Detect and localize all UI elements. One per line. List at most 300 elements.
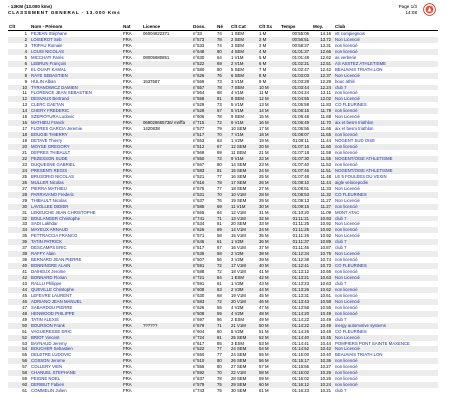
cell-bib: n°741	[192, 216, 216, 222]
cell-name: RALLU Philippe	[31, 280, 62, 286]
cell-born: 56	[217, 257, 222, 263]
col-born: Né	[216, 24, 230, 30]
cell-time: 01:08:51	[292, 185, 309, 191]
cell-speed: 11.51	[312, 168, 334, 174]
cell-nat: FRA	[122, 73, 142, 79]
cell-bib: n°564	[193, 90, 205, 96]
cell-cat-rank: 3 V2M	[231, 257, 244, 263]
cell-sex-rank: 21 M	[259, 150, 269, 156]
cell-rank: 38	[8, 251, 30, 257]
cell-bib: n°571	[193, 233, 205, 239]
cell-born: 72	[216, 156, 230, 162]
cell-bib: n°580	[193, 66, 205, 72]
cell-club: inergy automotive systems	[334, 323, 438, 329]
cell-bib: n°536	[192, 251, 216, 257]
cell-sex-rank: 44 M	[258, 287, 280, 293]
cell-cat-rank: 1 V2M	[230, 239, 258, 245]
cell-time: 01:14:40	[280, 335, 312, 341]
cell-speed: 11.70	[312, 120, 334, 126]
cell-cat-rank: 19 SEM	[231, 197, 247, 203]
cell-sex-rank: 46 M	[258, 299, 280, 305]
cell-born: 64	[217, 54, 222, 60]
cell-nat: FRA	[123, 352, 132, 358]
cell-nat: FRA	[123, 340, 132, 346]
cell-nat: FRA	[122, 96, 142, 102]
cell-name: VAGUERESSE ERIC	[31, 328, 72, 334]
cell-born: 77	[216, 346, 230, 352]
cell-bib: n°626	[192, 227, 216, 233]
cell-club: club 7	[334, 239, 438, 245]
cell-rank: 46	[8, 299, 30, 305]
cell-licence: 069028665736/ mr/ffa	[142, 120, 192, 126]
cell-cat-rank: 2 SEM	[230, 37, 258, 43]
cell-name: BONNINGRE ALAIN	[30, 263, 122, 269]
cell-bib: n°585	[192, 204, 216, 210]
cell-sex-rank: 60 M	[258, 382, 280, 388]
cell-sex-rank: 9 M	[259, 78, 267, 84]
cell-speed: 10.92	[320, 221, 331, 227]
cell-born: 67	[216, 144, 230, 150]
cell-bib: n°591	[192, 263, 216, 269]
cell-time: 01:01:48	[292, 54, 309, 60]
cell-club: aigle velocepcdie	[334, 180, 438, 186]
cell-club: non licencié	[334, 227, 438, 233]
cell-nat: FRA	[123, 304, 132, 310]
cell-born: 86	[217, 316, 222, 322]
cell-cat-rank: 4 V1M	[231, 90, 244, 96]
cell-sex-rank: 50 M	[258, 323, 280, 329]
cell-rank: 39	[22, 257, 27, 263]
cell-time: 01:01:37	[280, 49, 312, 55]
cell-bib: n°630	[193, 292, 205, 298]
cell-name: LOUIS NICOLAS	[30, 49, 122, 55]
cell-rank: 53	[22, 340, 27, 346]
cell-rank: 25	[22, 173, 27, 179]
cell-sex-rank: 27 M	[259, 185, 269, 191]
cell-speed: 10.26	[312, 370, 334, 376]
cell-club: non licencié	[335, 42, 358, 48]
cell-born: 76	[216, 73, 230, 79]
cell-speed: 10.44	[320, 340, 331, 346]
cell-cat-rank: 5 V1M	[231, 102, 244, 108]
cell-nat: FRA	[122, 370, 142, 376]
cell-name: PARRAVANO Frederic	[30, 192, 122, 198]
cell-sex-rank: 58 M	[258, 370, 280, 376]
cell-bib: n°577	[193, 126, 205, 132]
cell-name: ADRIANO JEAN MANUEL	[30, 299, 122, 305]
cell-rank: 44	[8, 287, 30, 293]
cell-cat-rank: 10 V1M	[230, 192, 258, 198]
cell-bib: n°522	[192, 346, 216, 352]
cell-sex-rank: 22 M	[258, 156, 280, 162]
cell-nat: FRA	[123, 292, 132, 298]
cell-nat: FRA	[123, 150, 132, 156]
cell-born: 67	[217, 245, 222, 251]
cell-rank: 28	[8, 192, 30, 198]
cell-rank: 41	[22, 269, 27, 275]
cell-born: 67	[216, 108, 230, 114]
cell-speed: 11.66	[320, 126, 331, 132]
cell-club: bouc athlé	[335, 78, 355, 84]
cell-name: HENWOOD PHILIPPE	[30, 311, 122, 317]
cell-sex-rank: 3 M	[259, 42, 267, 48]
cell-rank: 4	[8, 49, 30, 55]
cell-nat: FRA	[123, 245, 132, 251]
cell-name: MOYSE GREGORY	[30, 144, 122, 150]
col-speed: Moy.	[312, 24, 334, 30]
cell-rank: 51	[22, 328, 27, 334]
cell-club: Non Licencié	[335, 197, 360, 203]
cell-nat: FRA	[123, 54, 132, 60]
cell-speed: 10.58	[312, 299, 334, 305]
cell-sex-rank: 26 M	[258, 180, 280, 186]
cell-speed: 12.11	[320, 90, 331, 96]
cell-name: FLORES GARCIA Jeremie	[31, 126, 83, 132]
cell-born: 58	[216, 251, 230, 257]
cell-rank: 60	[8, 382, 30, 388]
cell-speed: 10.21	[320, 388, 331, 394]
cell-born: 70	[216, 370, 230, 376]
cell-name: COMMELIN Julien	[31, 388, 67, 394]
cell-rank: 14	[8, 108, 30, 114]
cell-rank: 26	[8, 180, 30, 186]
cell-club: Non Licencié	[334, 96, 438, 102]
cell-nat: FRA	[123, 66, 132, 72]
cell-speed: 12.37	[312, 73, 334, 79]
cell-bib: n°608	[192, 287, 216, 293]
cell-club: Non Licencié	[335, 221, 360, 227]
cell-bib: n°588	[193, 269, 205, 275]
cell-sex-rank: 14 M	[258, 108, 280, 114]
cell-speed: 11.09	[320, 209, 331, 215]
cell-sex-rank: 35 M	[259, 233, 269, 239]
cell-name: DAIHEUX Jerome	[31, 269, 66, 275]
cell-time: 01:11:26	[292, 233, 309, 239]
cell-speed: 11.27	[320, 197, 331, 203]
cell-born: 60	[217, 328, 222, 334]
cell-speed: 10.63	[320, 280, 331, 286]
cell-rank: 45	[22, 292, 27, 298]
cell-name: SABARDOU PIERRE	[31, 304, 73, 310]
cell-club: non licencié	[334, 311, 438, 317]
cell-time: 01:15:55	[292, 364, 309, 370]
cell-bib: n°534	[193, 221, 205, 227]
cell-born: 71	[216, 323, 230, 329]
cell-rank: 37	[22, 245, 27, 251]
cell-bib: n°573	[192, 37, 216, 43]
cell-bib: n°510	[192, 358, 216, 364]
cell-time: 01:02:21	[280, 61, 312, 67]
cell-cat-rank: 5 V1M	[230, 108, 258, 114]
cell-nat: FRA	[122, 85, 142, 91]
cell-club: non licencié	[334, 358, 438, 364]
cell-sex-rank: 43 M	[259, 280, 269, 286]
cell-nat: FRA	[123, 90, 132, 96]
cell-bib: n°648	[192, 49, 216, 55]
cell-sex-rank: 6 M	[258, 61, 280, 67]
cell-nat: FRA	[123, 209, 132, 215]
cell-nat: FRA	[122, 61, 142, 67]
cell-name: COLLERY VIEN	[31, 364, 63, 370]
cell-cat-rank: 19 V1M	[231, 292, 246, 298]
cell-club: non licencié	[334, 287, 438, 293]
cell-time: 01:09:15	[280, 204, 312, 210]
cell-born: 80	[217, 66, 222, 72]
cell-licence: 08005880851	[143, 54, 170, 60]
cell-time: 01:07:48	[292, 173, 309, 179]
cell-name: BOUCHER Sebastien	[30, 346, 122, 352]
cell-name: CLERC GAETAN	[31, 102, 65, 108]
cell-speed: 11.78	[312, 108, 334, 114]
cell-born: 73	[217, 102, 222, 108]
cell-nat: FRA	[123, 114, 132, 120]
cell-sex-rank: 51 M	[259, 328, 269, 334]
cell-sex-rank: 28 M	[258, 192, 280, 198]
col-club: Club	[334, 24, 438, 30]
cell-speed: 12.42	[320, 66, 331, 72]
cell-time: 01:06:48	[292, 114, 309, 120]
cell-time: 01:16:23	[292, 388, 309, 394]
cell-cat-rank: 2 ESM	[231, 316, 244, 322]
cell-time: 01:12:38	[292, 257, 309, 263]
cell-sex-rank: 54 M	[258, 346, 280, 352]
cell-time: 01:15:00	[292, 352, 309, 358]
cell-club: non licencié	[335, 257, 358, 263]
cell-nat: FRA	[123, 30, 132, 36]
report-header	[8, 4, 121, 15]
cell-club: Non Licencié	[334, 73, 438, 79]
cell-cat-rank: 5 V2M	[231, 328, 244, 334]
cell-rank: 10	[8, 85, 30, 91]
cell-bib: n°697	[193, 316, 205, 322]
cell-time: 01:11:37	[280, 239, 312, 245]
cell-name: FLORENCE JEAN SEBASTIEN	[31, 90, 92, 96]
cell-bib: n°569	[193, 78, 205, 84]
cell-cat-rank: 15 V1M	[231, 233, 246, 239]
cell-cat-rank: 17 V1M	[230, 263, 258, 269]
cell-sex-rank: 5 M	[259, 54, 267, 60]
cell-club: non licencié	[334, 108, 438, 114]
cell-rank: 35	[22, 233, 27, 239]
cell-time: 01:13:23	[292, 280, 309, 286]
cell-time: 01:08:10	[280, 180, 312, 186]
cell-rank: 23	[22, 161, 27, 167]
cell-speed: 10.40	[320, 352, 331, 358]
cell-name: BRIOT Vincent	[30, 335, 122, 341]
cell-rank: 21	[22, 150, 27, 156]
cell-nat: FRA	[123, 233, 132, 239]
cell-nat: FRA	[122, 323, 142, 329]
cell-cat-rank: 16 SEM	[231, 173, 247, 179]
cell-nat: FRA	[122, 37, 142, 43]
cell-rank: 12	[8, 96, 30, 102]
cell-bib: n°579	[192, 382, 216, 388]
cell-speed: 10.74	[320, 257, 331, 263]
cell-cat-rank: 4 V2M	[230, 311, 258, 317]
cell-cat-rank: 12 SEM	[230, 144, 258, 150]
cell-cat-rank: 20 V1M	[230, 299, 258, 305]
cell-born: 77	[217, 173, 222, 179]
cell-name: RAYE SEBASTIEN	[30, 73, 122, 79]
cell-sex-rank: 4 M	[258, 49, 280, 55]
cell-club: POMPIERS PONT SAINTE MAXENCE	[335, 340, 410, 346]
cell-speed: 11.59	[320, 150, 331, 156]
cell-rank: 56	[8, 358, 30, 364]
cell-speed: 10.42	[312, 346, 334, 352]
cell-club: non licencié	[335, 90, 358, 96]
cell-name: TRIPAU Romain	[31, 42, 63, 48]
cell-nat: FRA	[122, 311, 142, 317]
cell-bib: n°529	[193, 102, 205, 108]
cell-time: 01:13:26	[280, 287, 312, 293]
cell-sex-rank: 55 M	[259, 352, 269, 358]
cell-rank: 32	[8, 216, 30, 222]
cell-sex-rank: 34 M	[258, 227, 280, 233]
cell-rank: 30	[8, 204, 30, 210]
cell-born: 81	[216, 96, 230, 102]
cell-club: non licencié	[335, 376, 358, 382]
cell-sex-rank: 42 M	[258, 275, 280, 281]
cell-bib: n°721	[192, 275, 216, 281]
cell-name: DESVAUX Bertrand	[30, 96, 122, 102]
cell-bib: n°606	[193, 114, 205, 120]
col-name: Nom - Prénom	[30, 24, 122, 30]
cell-club: Non Licencié	[334, 275, 438, 281]
cell-born: 63	[217, 138, 222, 144]
cell-born: 85	[217, 340, 222, 346]
cell-born: 72	[216, 120, 230, 126]
cell-rank: 29	[22, 197, 27, 203]
cell-born: 61	[216, 239, 230, 245]
cell-time: 01:14:20	[280, 311, 312, 317]
cell-club: Non Licencié	[335, 114, 360, 120]
cell-cat-rank: 10 SEM	[231, 126, 247, 132]
cell-bib: n°646	[192, 239, 216, 245]
cell-sex-rank: 23 M	[259, 161, 269, 167]
cell-speed: 11.68	[320, 114, 331, 120]
cell-time: 01:05:58	[292, 102, 309, 108]
cell-rank: 8	[8, 73, 30, 79]
cell-bib: n°637	[193, 197, 205, 203]
cell-speed: 11.48	[320, 173, 331, 179]
cell-bib: n°724	[192, 335, 216, 341]
cell-cat-rank: 3 V1M	[231, 78, 244, 84]
cell-name: DELETRE LUDOVIC	[31, 352, 72, 358]
cell-sex-rank: 19 M	[259, 138, 269, 144]
cell-time: 01:12:34	[280, 251, 312, 257]
cell-club: non licencié	[335, 269, 358, 275]
cell-nat: FRA	[123, 388, 132, 394]
cell-born: 75	[217, 388, 222, 394]
cell-speed: 11.53	[320, 161, 331, 167]
cell-club: club 7	[335, 245, 347, 251]
cell-nat: FRA	[123, 42, 132, 48]
cell-time: 01:10:20	[292, 209, 309, 215]
cell-born: 58	[217, 233, 222, 239]
col-sex-rank: Clt Sx	[258, 24, 280, 30]
cell-name: DEPRES THIBAULT	[31, 150, 71, 156]
cell-cat-rank: 14 SEM	[231, 161, 247, 167]
cell-name: THIBAULT Nicolas	[31, 197, 67, 203]
cell-rank: 1	[24, 30, 27, 36]
cell-bib: n°626	[193, 304, 205, 310]
cell-name: LOISEROT Seb	[30, 37, 122, 43]
cell-cat-rank: 3 SEM	[231, 42, 244, 48]
cell-cat-rank: 7 SEM	[230, 85, 258, 91]
cell-speed: 12.62	[320, 54, 331, 60]
cell-club: LE 5 FOULEES DU VEXIN	[335, 173, 387, 179]
cell-club: NOGENT/OISE ATHLETISME	[334, 168, 438, 174]
cell-rank: 20	[8, 144, 30, 150]
cell-name: MATHIEU Franck	[30, 120, 122, 126]
cell-sex-rank: 30 M	[258, 204, 280, 210]
cell-club: CO FLEURINES	[335, 102, 367, 108]
cell-name: BOUGIE THIERRY	[30, 132, 122, 138]
cell-cat-rank: 3 ESM	[231, 340, 244, 346]
cell-born: 63	[216, 287, 230, 293]
cell-cat-rank: 1 SEM	[231, 30, 244, 36]
cell-rank: 36	[8, 239, 30, 245]
cell-nat: FRA	[123, 185, 132, 191]
cell-cat-rank: 28 SEM	[231, 376, 247, 382]
cell-sex-rank: 7 M	[259, 66, 267, 72]
cell-time: 01:13:58	[292, 304, 309, 310]
cell-name: QUEVILLE Christophe	[30, 287, 122, 293]
cell-born: 78	[216, 180, 230, 186]
cell-born: 64	[217, 209, 222, 215]
cell-speed: 10.61	[320, 292, 331, 298]
cell-rank: 31	[22, 209, 27, 215]
cell-time: 01:04:55	[280, 96, 312, 102]
cell-speed: 12.66	[312, 49, 334, 55]
cell-born: 76	[217, 197, 222, 203]
cell-born: 71	[216, 216, 230, 222]
cell-time: 01:13:12	[292, 269, 309, 275]
cell-nat: FRA	[123, 376, 132, 382]
cell-bib: n°679	[192, 323, 216, 329]
cell-bib: n°650	[193, 352, 205, 358]
cell-time: 01:13:21	[280, 275, 312, 281]
cell-cat-rank: 2 V1M	[230, 61, 258, 67]
cell-time: 01:06:15	[280, 108, 312, 114]
cell-name: CHANUEL STEPHANE	[30, 370, 122, 376]
cell-born: 69	[216, 227, 230, 233]
cell-time: 01:13:43	[280, 299, 312, 305]
cell-time: 01:06:49	[280, 120, 312, 126]
cell-time: 01:08:07	[280, 132, 312, 138]
cell-cat-rank: 13 V1M	[230, 216, 258, 222]
cell-sex-rank: 36 M	[258, 239, 280, 245]
cell-time: 01:13:31	[292, 292, 309, 298]
cell-licence: ??????	[142, 323, 192, 329]
cell-speed: 10.49	[320, 316, 331, 322]
cell-rank: 22	[8, 156, 30, 162]
cell-nat: FRA	[122, 263, 142, 269]
cell-bib: n°529	[192, 108, 216, 114]
cell-born: 59	[216, 311, 230, 317]
cell-born: 78	[217, 114, 222, 120]
cell-bib: n°33	[193, 30, 202, 36]
cell-born: 81	[216, 335, 230, 341]
cell-time: 01:08:11	[292, 138, 309, 144]
cell-bib: n°583	[192, 299, 216, 305]
cell-rank: 6	[8, 61, 30, 67]
cell-time: 01:14:26	[292, 328, 309, 334]
cell-bib: n°715	[192, 120, 216, 126]
cell-sex-rank: 49 M	[259, 316, 269, 322]
cell-bib: n°521	[193, 173, 205, 179]
cell-rank: 18	[8, 132, 30, 138]
